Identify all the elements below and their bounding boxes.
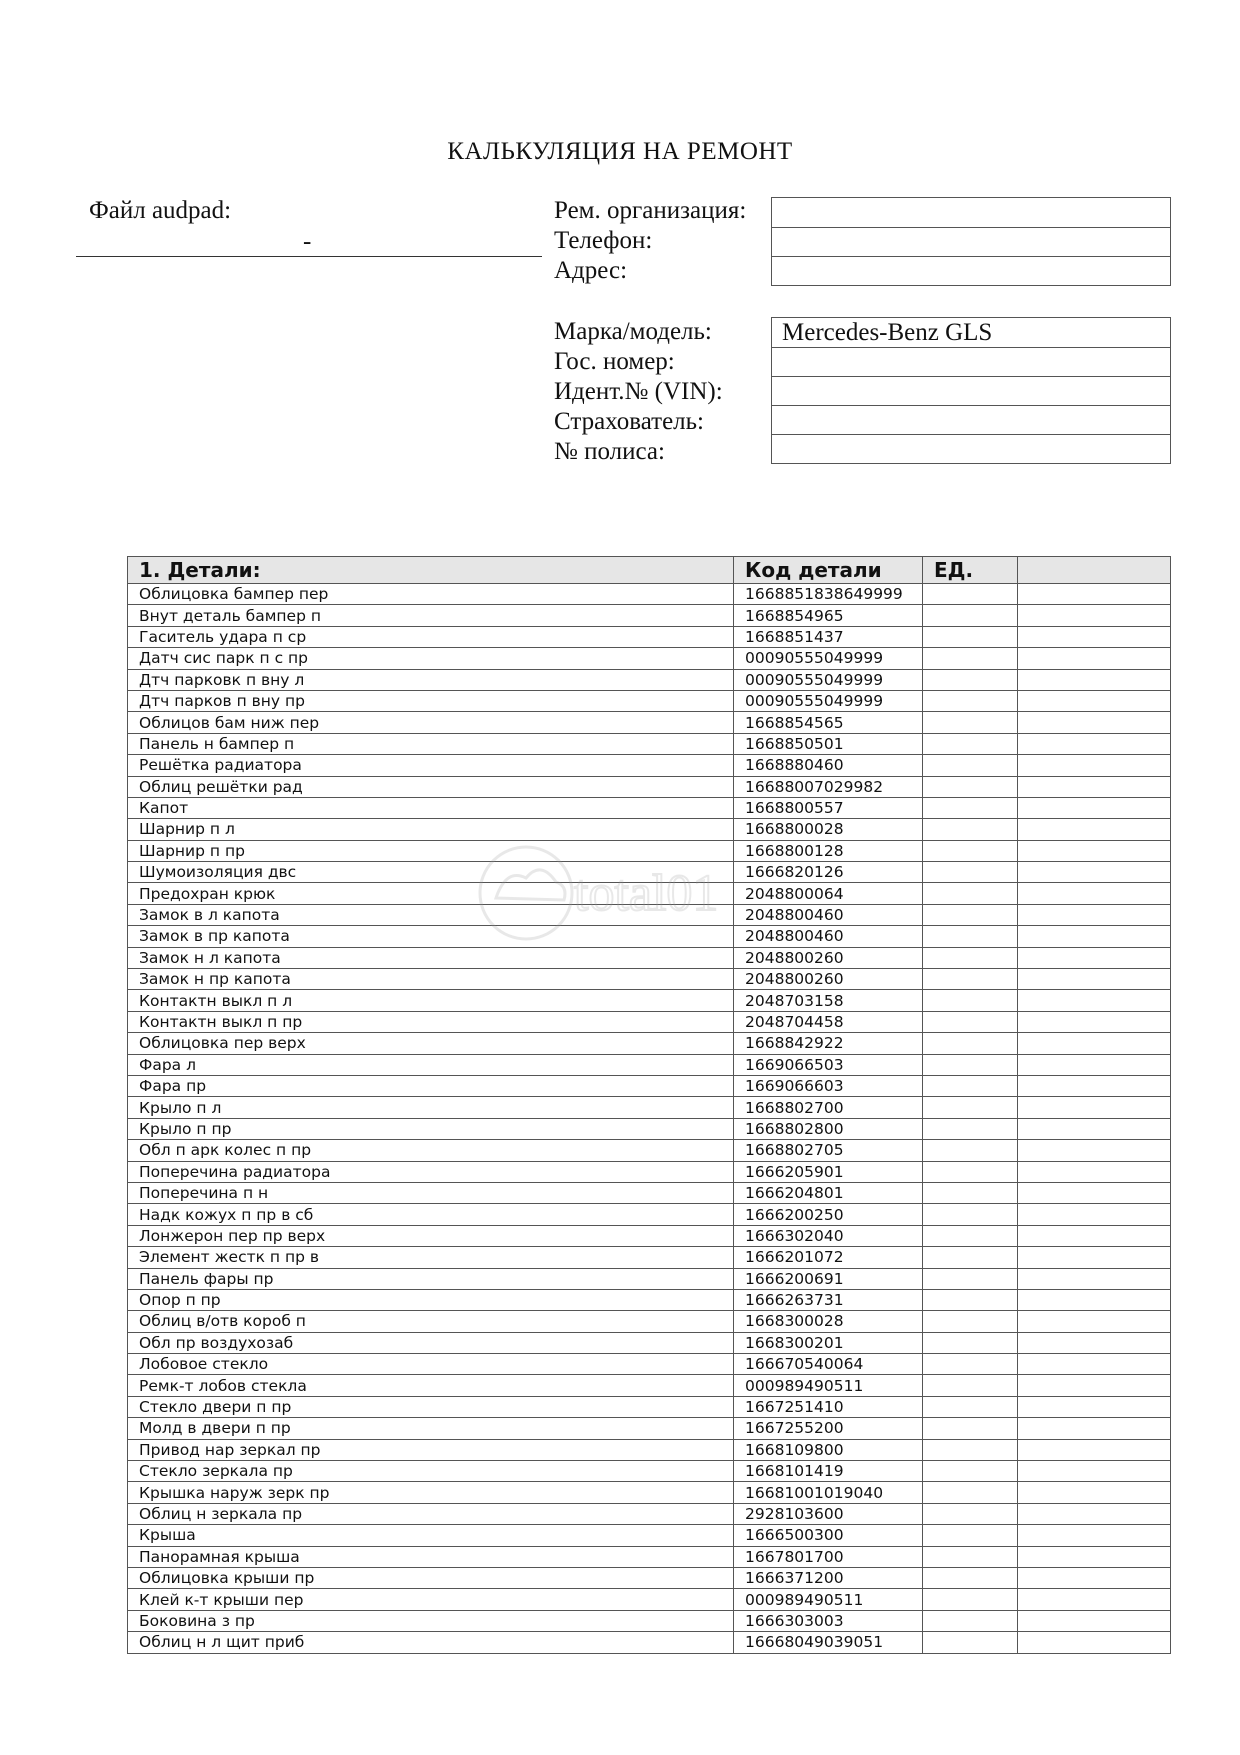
part-name-cell: Боковина з пр [128, 1610, 734, 1631]
unit-cell [923, 1161, 1018, 1182]
unit-cell [923, 1140, 1018, 1161]
part-name-cell: Лонжерон пер пр верх [128, 1225, 734, 1246]
unit-cell [923, 883, 1018, 904]
unit-cell [923, 1546, 1018, 1567]
part-code-cell: 2048704458 [734, 1011, 923, 1032]
table-row [128, 1140, 1171, 1161]
part-code-cell: 1666200250 [734, 1204, 923, 1225]
table-row [128, 1225, 1171, 1246]
label-vin: Идент.№ (VIN): [554, 378, 723, 405]
part-code-cell: 1668850501 [734, 733, 923, 754]
part-name-cell: Облицов бам ниж пер [128, 712, 734, 733]
part-name-cell: Надк кожух п пр в сб [128, 1204, 734, 1225]
part-name-cell: Поперечина п н [128, 1182, 734, 1203]
unit-cell [923, 1525, 1018, 1546]
part-code-cell: 1668854565 [734, 712, 923, 733]
part-code-cell: 1666820126 [734, 862, 923, 883]
unit-cell [923, 1033, 1018, 1054]
table-row [128, 819, 1171, 840]
part-code-cell: 1666371200 [734, 1567, 923, 1588]
unit-cell [923, 1632, 1018, 1653]
label-policy: № полиса: [554, 438, 665, 465]
part-name-cell: Клей к-т крыши пер [128, 1589, 734, 1610]
part-name-cell: Замок н пр капота [128, 969, 734, 990]
part-name-cell: Облицовка крыши пр [128, 1567, 734, 1588]
part-name-cell: Крыло п л [128, 1097, 734, 1118]
part-name-cell: Предохран крюк [128, 883, 734, 904]
extra-cell [1018, 648, 1171, 669]
make-model-field[interactable]: Mercedes-Benz GLS [782, 319, 993, 346]
part-code-cell: 1667255200 [734, 1418, 923, 1439]
table-row [128, 1396, 1171, 1417]
part-name-cell: Стекло зеркала пр [128, 1461, 734, 1482]
table-row [128, 904, 1171, 925]
table-row [128, 1033, 1171, 1054]
extra-cell [1018, 1439, 1171, 1460]
extra-cell [1018, 1182, 1171, 1203]
part-name-cell: Облиц н зеркала пр [128, 1503, 734, 1524]
unit-cell [923, 840, 1018, 861]
table-row [128, 840, 1171, 861]
unit-cell [923, 1375, 1018, 1396]
extra-cell [1018, 1289, 1171, 1310]
unit-cell [923, 605, 1018, 626]
part-code-cell: 2928103600 [734, 1503, 923, 1524]
file-value: - [303, 228, 312, 255]
part-name-cell: Дтч парковк п вну л [128, 669, 734, 690]
part-name-cell: Ремк-т лобов стекла [128, 1375, 734, 1396]
unit-cell [923, 819, 1018, 840]
unit-cell [923, 990, 1018, 1011]
extra-cell [1018, 690, 1171, 711]
vehicle-fields [771, 317, 1171, 464]
extra-cell [1018, 1632, 1171, 1653]
unit-cell [923, 1589, 1018, 1610]
table-row [128, 1161, 1171, 1182]
unit-cell [923, 1225, 1018, 1246]
part-code-cell: 1668851437 [734, 626, 923, 647]
extra-cell [1018, 1482, 1171, 1503]
part-code-cell: 00090555049999 [734, 669, 923, 690]
label-make-model: Марка/модель: [554, 318, 712, 345]
document-title: КАЛЬКУЛЯЦИЯ НА РЕМОНТ [447, 138, 793, 165]
extra-cell [1018, 712, 1171, 733]
unit-cell [923, 1011, 1018, 1032]
part-code-cell: 1666205901 [734, 1161, 923, 1182]
extra-cell [1018, 1097, 1171, 1118]
file-underline [76, 256, 542, 257]
unit-cell [923, 1610, 1018, 1631]
table-row [128, 1439, 1171, 1460]
part-code-cell: 1668802800 [734, 1118, 923, 1139]
part-code-cell: 2048800460 [734, 904, 923, 925]
part-name-cell: Капот [128, 797, 734, 818]
unit-cell [923, 1418, 1018, 1439]
table-row [128, 712, 1171, 733]
label-address: Адрес: [554, 257, 628, 284]
part-code-cell: 1668101419 [734, 1461, 923, 1482]
part-code-cell: 1668300201 [734, 1332, 923, 1353]
extra-cell [1018, 926, 1171, 947]
part-name-cell: Крышка наруж зерк пр [128, 1482, 734, 1503]
part-name-cell: Опор п пр [128, 1289, 734, 1310]
part-name-cell: Датч сис парк п с пр [128, 648, 734, 669]
phone-field[interactable] [772, 227, 1170, 256]
file-label: Файл audpad: [89, 197, 232, 224]
extra-cell [1018, 584, 1171, 605]
table-row [128, 1525, 1171, 1546]
part-code-cell: 2048800260 [734, 969, 923, 990]
unit-cell [923, 1075, 1018, 1096]
part-name-cell: Элемент жестк п пр в [128, 1247, 734, 1268]
unit-cell [923, 1289, 1018, 1310]
part-code-cell: 000989490511 [734, 1589, 923, 1610]
extra-cell [1018, 797, 1171, 818]
table-row [128, 733, 1171, 754]
table-row [128, 969, 1171, 990]
repair-org-field[interactable] [772, 198, 1170, 227]
part-code-cell: 1666500300 [734, 1525, 923, 1546]
part-name-cell: Решётка радиатора [128, 755, 734, 776]
unit-cell [923, 1567, 1018, 1588]
part-code-cell: 1666201072 [734, 1247, 923, 1268]
unit-cell [923, 712, 1018, 733]
part-name-cell: Обл пр воздухозаб [128, 1332, 734, 1353]
parts-table [127, 556, 1171, 1654]
vehicle-labels [554, 317, 723, 467]
table-row [128, 1546, 1171, 1567]
table-row [128, 1375, 1171, 1396]
table-row [128, 605, 1171, 626]
part-code-cell: 2048800460 [734, 926, 923, 947]
table-row [128, 1567, 1171, 1588]
address-field[interactable] [772, 256, 1170, 285]
unit-cell [923, 584, 1018, 605]
part-name-cell: Панорамная крыша [128, 1546, 734, 1567]
table-row [128, 1482, 1171, 1503]
extra-cell [1018, 862, 1171, 883]
extra-cell [1018, 969, 1171, 990]
org-fields [771, 197, 1171, 286]
part-name-cell: Молд в двери п пр [128, 1418, 734, 1439]
extra-cell [1018, 1247, 1171, 1268]
extra-cell [1018, 1461, 1171, 1482]
table-row [128, 947, 1171, 968]
part-code-cell: 1668802700 [734, 1097, 923, 1118]
extra-cell [1018, 1567, 1171, 1588]
part-code-cell: 1669066503 [734, 1054, 923, 1075]
part-name-cell: Панель фары пр [128, 1268, 734, 1289]
extra-cell [1018, 776, 1171, 797]
extra-cell [1018, 733, 1171, 754]
table-row [128, 1182, 1171, 1203]
extra-cell [1018, 1225, 1171, 1246]
extra-cell [1018, 883, 1171, 904]
extra-cell [1018, 990, 1171, 1011]
extra-cell [1018, 1610, 1171, 1631]
header-part-code: Код детали [734, 557, 923, 584]
extra-cell [1018, 755, 1171, 776]
table-row [128, 1311, 1171, 1332]
part-code-cell: 000989490511 [734, 1375, 923, 1396]
label-phone: Телефон: [554, 227, 653, 254]
table-row [128, 626, 1171, 647]
table-row [128, 1589, 1171, 1610]
extra-cell [1018, 1054, 1171, 1075]
table-row [128, 776, 1171, 797]
unit-cell [923, 926, 1018, 947]
table-row [128, 1289, 1171, 1310]
unit-cell [923, 1097, 1018, 1118]
table-row [128, 648, 1171, 669]
table-row [128, 1118, 1171, 1139]
table-row [128, 990, 1171, 1011]
table-row [128, 669, 1171, 690]
extra-cell [1018, 1161, 1171, 1182]
unit-cell [923, 690, 1018, 711]
part-name-cell: Панель н бампер п [128, 733, 734, 754]
part-name-cell: Фара л [128, 1054, 734, 1075]
part-code-cell: 16688007029982 [734, 776, 923, 797]
part-name-cell: Замок в пр капота [128, 926, 734, 947]
extra-cell [1018, 819, 1171, 840]
unit-cell [923, 1054, 1018, 1075]
unit-cell [923, 1503, 1018, 1524]
unit-cell [923, 797, 1018, 818]
part-name-cell: Шарнир п л [128, 819, 734, 840]
unit-cell [923, 947, 1018, 968]
part-name-cell: Облиц решётки рад [128, 776, 734, 797]
unit-cell [923, 1332, 1018, 1353]
table-row [128, 1097, 1171, 1118]
extra-cell [1018, 1311, 1171, 1332]
part-code-cell: 1666204801 [734, 1182, 923, 1203]
table-row [128, 1268, 1171, 1289]
label-repair-org: Рем. организация: [554, 197, 747, 224]
part-code-cell: 1667801700 [734, 1546, 923, 1567]
table-row [128, 883, 1171, 904]
part-name-cell: Контактн выкл п пр [128, 1011, 734, 1032]
part-name-cell: Замок н л капота [128, 947, 734, 968]
unit-cell [923, 969, 1018, 990]
header-parts: 1. Детали: [128, 557, 734, 584]
unit-cell [923, 1461, 1018, 1482]
table-row [128, 926, 1171, 947]
plate-field[interactable] [772, 347, 1170, 376]
unit-cell [923, 1247, 1018, 1268]
extra-cell [1018, 1589, 1171, 1610]
part-code-cell: 1667251410 [734, 1396, 923, 1417]
part-code-cell: 16681001019040 [734, 1482, 923, 1503]
org-labels [554, 196, 746, 286]
extra-cell [1018, 626, 1171, 647]
extra-cell [1018, 1140, 1171, 1161]
part-code-cell: 1666200691 [734, 1268, 923, 1289]
insured-field[interactable] [772, 405, 1170, 434]
part-name-cell: Замок в л капота [128, 904, 734, 925]
unit-cell [923, 1439, 1018, 1460]
table-row [128, 1204, 1171, 1225]
table-row [128, 755, 1171, 776]
part-name-cell: Облицовка бампер пер [128, 584, 734, 605]
unit-cell [923, 755, 1018, 776]
table-row [128, 1054, 1171, 1075]
label-insured: Страхователь: [554, 408, 704, 435]
table-row [128, 797, 1171, 818]
table-row [128, 1075, 1171, 1096]
extra-cell [1018, 1011, 1171, 1032]
unit-cell [923, 648, 1018, 669]
unit-cell [923, 904, 1018, 925]
part-name-cell: Облицовка пер верх [128, 1033, 734, 1054]
table-row [128, 1011, 1171, 1032]
extra-cell [1018, 669, 1171, 690]
part-name-cell: Крыло п пр [128, 1118, 734, 1139]
extra-cell [1018, 1118, 1171, 1139]
table-row [128, 690, 1171, 711]
part-name-cell: Гаситель удара п ср [128, 626, 734, 647]
extra-cell [1018, 1268, 1171, 1289]
unit-cell [923, 776, 1018, 797]
table-row [128, 1610, 1171, 1631]
part-name-cell: Фара пр [128, 1075, 734, 1096]
part-name-cell: Привод нар зеркал пр [128, 1439, 734, 1460]
table-row [128, 1354, 1171, 1375]
vin-field[interactable] [772, 376, 1170, 405]
extra-cell [1018, 1354, 1171, 1375]
extra-cell [1018, 1503, 1171, 1524]
extra-cell [1018, 840, 1171, 861]
unit-cell [923, 1311, 1018, 1332]
part-name-cell: Крыша [128, 1525, 734, 1546]
extra-cell [1018, 1396, 1171, 1417]
extra-cell [1018, 1332, 1171, 1353]
watermark-text: total01 [574, 865, 719, 922]
unit-cell [923, 1354, 1018, 1375]
part-name-cell: Стекло двери п пр [128, 1396, 734, 1417]
part-name-cell: Поперечина радиатора [128, 1161, 734, 1182]
table-row [128, 1247, 1171, 1268]
unit-cell [923, 669, 1018, 690]
extra-cell [1018, 1033, 1171, 1054]
extra-cell [1018, 1546, 1171, 1567]
part-code-cell: 00090555049999 [734, 648, 923, 669]
unit-cell [923, 1118, 1018, 1139]
table-row [128, 1461, 1171, 1482]
extra-cell [1018, 1418, 1171, 1439]
unit-cell [923, 1204, 1018, 1225]
table-row [128, 1632, 1171, 1653]
part-code-cell: 1669066603 [734, 1075, 923, 1096]
unit-cell [923, 1396, 1018, 1417]
extra-cell [1018, 1075, 1171, 1096]
part-name-cell: Обл п арк колес п пр [128, 1140, 734, 1161]
part-name-cell: Облиц в/отв короб п [128, 1311, 734, 1332]
part-code-cell: 1668109800 [734, 1439, 923, 1460]
part-code-cell: 1668800028 [734, 819, 923, 840]
policy-field[interactable] [772, 434, 1170, 463]
part-code-cell: 1668802705 [734, 1140, 923, 1161]
table-row [128, 1418, 1171, 1439]
unit-cell [923, 1182, 1018, 1203]
part-code-cell: 16668049039051 [734, 1632, 923, 1653]
header-unit: ЕД. [923, 557, 1018, 584]
part-code-cell: 2048800260 [734, 947, 923, 968]
part-name-cell: Лобовое стекло [128, 1354, 734, 1375]
part-code-cell: 1668800557 [734, 797, 923, 818]
extra-cell [1018, 947, 1171, 968]
unit-cell [923, 733, 1018, 754]
part-code-cell: 2048800064 [734, 883, 923, 904]
part-name-cell: Облиц н л щит приб [128, 1632, 734, 1653]
parts-header-row [128, 557, 1171, 584]
part-code-cell: 1668880460 [734, 755, 923, 776]
table-row [128, 1332, 1171, 1353]
part-name-cell: Дтч парков п вну пр [128, 690, 734, 711]
part-code-cell: 2048703158 [734, 990, 923, 1011]
table-row [128, 1503, 1171, 1524]
part-name-cell: Внут деталь бампер п [128, 605, 734, 626]
table-row [128, 584, 1171, 605]
part-code-cell: 1668800128 [734, 840, 923, 861]
part-code-cell: 1668300028 [734, 1311, 923, 1332]
extra-cell [1018, 1375, 1171, 1396]
unit-cell [923, 626, 1018, 647]
part-code-cell: 166670540064 [734, 1354, 923, 1375]
part-code-cell: 1666302040 [734, 1225, 923, 1246]
unit-cell [923, 862, 1018, 883]
extra-cell [1018, 1525, 1171, 1546]
extra-cell [1018, 605, 1171, 626]
part-code-cell: 1668851838649999 [734, 584, 923, 605]
unit-cell [923, 1268, 1018, 1289]
part-code-cell: 00090555049999 [734, 690, 923, 711]
part-name-cell: Шарнир п пр [128, 840, 734, 861]
part-code-cell: 1666303003 [734, 1610, 923, 1631]
header-extra [1018, 557, 1171, 584]
part-name-cell: Контактн выкл п л [128, 990, 734, 1011]
unit-cell [923, 1482, 1018, 1503]
part-code-cell: 1666263731 [734, 1289, 923, 1310]
extra-cell [1018, 904, 1171, 925]
parts-body [128, 584, 1171, 1654]
part-code-cell: 1668854965 [734, 605, 923, 626]
extra-cell [1018, 1204, 1171, 1225]
label-plate: Гос. номер: [554, 348, 675, 375]
table-row [128, 862, 1171, 883]
part-code-cell: 1668842922 [734, 1033, 923, 1054]
part-name-cell: Шумоизоляция двс [128, 862, 734, 883]
